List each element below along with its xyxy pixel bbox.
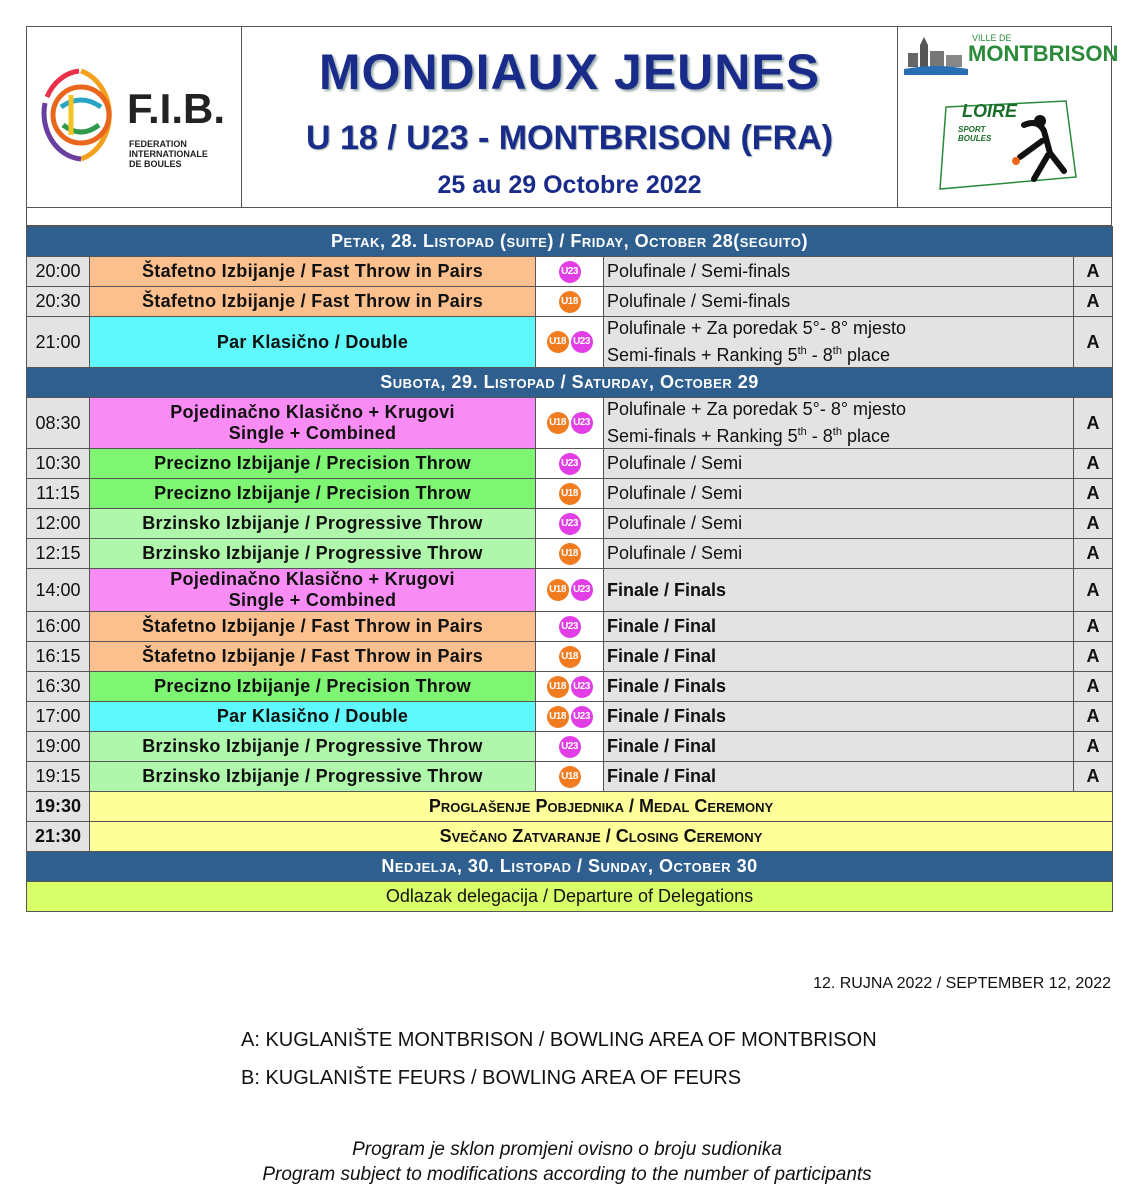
event-cell — [90, 398, 536, 449]
time-cell: 19:00 — [27, 732, 90, 762]
time-cell: 19:30 — [27, 792, 90, 822]
category-cell — [536, 732, 604, 762]
event-cell: Štafetno Izbijanje / Fast Throw in Pairs — [90, 612, 536, 642]
header-titles — [242, 27, 898, 207]
event-cell: Brzinsko Izbijanje / Progressive Throw — [90, 732, 536, 762]
time-cell: 10:30 — [27, 449, 90, 479]
category-cell — [536, 398, 604, 449]
phase-text: Semi-finals + Ranking 5 — [607, 345, 798, 365]
table-row — [27, 612, 1113, 642]
u18-badge-icon: U18 — [559, 646, 581, 668]
time-cell: 20:00 — [27, 257, 90, 287]
phase-cell: Finale / Finals — [604, 569, 1074, 612]
category-cell — [536, 569, 604, 612]
time-cell: 12:00 — [27, 509, 90, 539]
venue-cell: A — [1074, 612, 1113, 642]
time-cell: 20:30 — [27, 287, 90, 317]
ceremony-cell: Proglašenje Pobjednika / Medal Ceremony — [90, 792, 1113, 822]
table-row — [27, 509, 1113, 539]
time-cell: 16:00 — [27, 612, 90, 642]
phase-cell: Finale / Finals — [604, 702, 1074, 732]
venue-cell: A — [1074, 539, 1113, 569]
time-cell: 11:15 — [27, 479, 90, 509]
venue-cell: A — [1074, 449, 1113, 479]
ceremony-cell: Svečano Zatvaranje / Closing Ceremony — [90, 822, 1113, 852]
table-row — [27, 642, 1113, 672]
day-label: Petak, 28. Listopad (suite) / Friday, October 28(seguito) — [27, 227, 1113, 257]
category-cell — [536, 642, 604, 672]
schedule-table — [26, 226, 1113, 912]
departure-cell: Odlazak delegacija / Departure of Delegations — [27, 882, 1113, 912]
event-cell — [90, 569, 536, 612]
loire-line1: SPORT — [958, 125, 986, 134]
venue-cell: A — [1074, 287, 1113, 317]
day-label: Subota, 29. Listopad / Saturday, October 29 — [27, 368, 1113, 398]
phase-text: place — [841, 345, 891, 365]
event-line-en: Single + Combined — [228, 423, 397, 443]
u23-badge-icon: U23 — [559, 513, 581, 535]
update-date: 12. RUJNA 2022 / SEPTEMBER 12, 2022 — [813, 975, 1111, 992]
event-line-hr: Pojedinačno Klasično + Krugovi — [170, 402, 455, 422]
time-cell: 14:00 — [27, 569, 90, 612]
u18-badge-icon: U18 — [559, 766, 581, 788]
table-row — [27, 398, 1113, 449]
phase-cell: Polufinale / Semi — [604, 539, 1074, 569]
partner-logos — [898, 27, 1119, 207]
event-cell: Precizno Izbijanje / Precision Throw — [90, 449, 536, 479]
phase-cell: Polufinale / Semi — [604, 449, 1074, 479]
venue-cell: A — [1074, 398, 1113, 449]
category-cell — [536, 539, 604, 569]
day-header-friday — [27, 227, 1113, 257]
phase-cell: Polufinale / Semi — [604, 479, 1074, 509]
u18-badge-icon: U18 — [547, 412, 569, 434]
event-cell: Štafetno Izbijanje / Fast Throw in Pairs — [90, 642, 536, 672]
fib-line2: INTERNATIONALE — [129, 149, 208, 159]
u18-badge-icon: U18 — [547, 676, 569, 698]
phase-cell — [604, 398, 1074, 449]
u18-badge-icon: U18 — [559, 483, 581, 505]
time-cell: 16:30 — [27, 672, 90, 702]
category-cell — [536, 672, 604, 702]
fib-line3: DE BOULES — [129, 159, 182, 169]
venue-cell: A — [1074, 569, 1113, 612]
superscript: th — [797, 426, 807, 438]
time-cell: 21:30 — [27, 822, 90, 852]
venue-cell: A — [1074, 257, 1113, 287]
event-dates: 25 au 29 Octobre 2022 — [437, 171, 702, 199]
phase-line-en — [607, 421, 1073, 448]
category-cell — [536, 317, 604, 368]
time-cell: 21:00 — [27, 317, 90, 368]
montbrison-name: MONTBRISON — [968, 41, 1119, 66]
table-row — [27, 672, 1113, 702]
fib-abbr: F.I.B. — [127, 85, 226, 132]
superscript: th — [832, 426, 842, 438]
table-row — [27, 449, 1113, 479]
time-cell: 17:00 — [27, 702, 90, 732]
phase-cell: Polufinale / Semi — [604, 509, 1074, 539]
category-cell — [536, 762, 604, 792]
loire-title: LOIRE — [962, 101, 1018, 121]
category-cell — [536, 509, 604, 539]
event-cell: Precizno Izbijanje / Precision Throw — [90, 479, 536, 509]
table-row — [27, 762, 1113, 792]
loire-line2: BOULES — [958, 134, 992, 143]
loire-subtitle — [958, 125, 991, 143]
event-line-hr: Pojedinačno Klasično + Krugovi — [170, 569, 455, 589]
montbrison-small: VILLE DE — [972, 33, 1012, 43]
event-cell: Brzinsko Izbijanje / Progressive Throw — [90, 539, 536, 569]
category-cell — [536, 612, 604, 642]
table-row — [27, 257, 1113, 287]
ceremony-row — [27, 822, 1113, 852]
note-hr: Program je sklon promjeni ovisno o broju sudionika — [352, 1139, 782, 1160]
day-label: Nedjelja, 30. Listopad / Sunday, October 30 — [27, 852, 1113, 882]
day-header-sunday — [27, 852, 1113, 882]
table-row — [27, 287, 1113, 317]
u23-badge-icon: U23 — [559, 616, 581, 638]
venue-cell: A — [1074, 642, 1113, 672]
venue-cell: A — [1074, 509, 1113, 539]
phase-text: - 8 — [806, 426, 833, 446]
superscript: th — [797, 345, 807, 357]
event-cell: Par Klasično / Double — [90, 317, 536, 368]
phase-cell — [604, 317, 1074, 368]
header — [26, 26, 1119, 208]
u18-badge-icon: U18 — [547, 331, 569, 353]
table-row — [27, 702, 1113, 732]
category-cell — [536, 257, 604, 287]
time-cell: 16:15 — [27, 642, 90, 672]
u18-badge-icon: U18 — [547, 706, 569, 728]
phase-text: place — [841, 426, 891, 446]
venue-cell: A — [1074, 672, 1113, 702]
u23-badge-icon: U23 — [571, 331, 593, 353]
event-cell: Brzinsko Izbijanje / Progressive Throw — [90, 762, 536, 792]
phase-cell: Finale / Final — [604, 732, 1074, 762]
phase-line-hr: Polufinale + Za poredak 5°- 8° mjesto — [607, 399, 907, 419]
event-line-en: Single + Combined — [228, 590, 397, 610]
u23-badge-icon: U23 — [559, 736, 581, 758]
venue-cell: A — [1074, 702, 1113, 732]
u23-badge-icon: U23 — [571, 579, 593, 601]
phase-cell: Polufinale / Semi-finals — [604, 257, 1074, 287]
venue-cell: A — [1074, 317, 1113, 368]
phase-text: - 8 — [806, 345, 833, 365]
event-cell: Štafetno Izbijanje / Fast Throw in Pairs — [90, 257, 536, 287]
u23-badge-icon: U23 — [571, 706, 593, 728]
table-row — [27, 479, 1113, 509]
montbrison-skyline-icon — [904, 35, 968, 75]
u18-badge-icon: U18 — [547, 579, 569, 601]
venue-b-legend: B: KUGLANIŠTE FEURS / BOWLING AREA OF FEURS — [241, 1067, 742, 1089]
u18-badge-icon: U18 — [559, 543, 581, 565]
u23-badge-icon: U23 — [571, 676, 593, 698]
u23-badge-icon: U23 — [559, 453, 581, 475]
phase-cell: Finale / Final — [604, 762, 1074, 792]
event-cell: Precizno Izbijanje / Precision Throw — [90, 672, 536, 702]
time-cell: 08:30 — [27, 398, 90, 449]
table-row — [27, 317, 1113, 368]
superscript: th — [832, 345, 842, 357]
time-cell: 19:15 — [27, 762, 90, 792]
fib-line1: FEDERATION — [129, 139, 187, 149]
departure-row — [27, 882, 1113, 912]
category-cell — [536, 449, 604, 479]
venue-cell: A — [1074, 732, 1113, 762]
fib-emblem-icon — [39, 63, 123, 167]
phase-line-hr: Polufinale + Za poredak 5°- 8° mjesto — [607, 318, 907, 338]
event-cell: Brzinsko Izbijanje / Progressive Throw — [90, 509, 536, 539]
phase-cell: Finale / Final — [604, 642, 1074, 672]
venue-cell: A — [1074, 479, 1113, 509]
header-spacer — [26, 208, 1112, 226]
page-title: MONDIAUX JEUNES — [318, 44, 821, 100]
table-row — [27, 569, 1113, 612]
venue-cell: A — [1074, 762, 1113, 792]
phase-cell: Polufinale / Semi-finals — [604, 287, 1074, 317]
table-row — [27, 732, 1113, 762]
table-row — [27, 539, 1113, 569]
event-cell: Par Klasično / Double — [90, 702, 536, 732]
time-cell: 12:15 — [27, 539, 90, 569]
fib-fullname — [129, 139, 208, 169]
venue-a-legend: A: KUGLANIŠTE MONTBRISON / BOWLING AREA OF MONTBRISON — [241, 1029, 877, 1051]
ceremony-row — [27, 792, 1113, 822]
u18-badge-icon: U18 — [559, 291, 581, 313]
note-en: Program subject to modifications according to the number of participants — [262, 1164, 872, 1185]
phase-cell: Finale / Final — [604, 612, 1074, 642]
event-cell: Štafetno Izbijanje / Fast Throw in Pairs — [90, 287, 536, 317]
u23-badge-icon: U23 — [571, 412, 593, 434]
category-cell — [536, 287, 604, 317]
category-cell — [536, 702, 604, 732]
phase-text: Semi-finals + Ranking 5 — [607, 426, 798, 446]
u23-badge-icon: U23 — [559, 261, 581, 283]
page-subtitle: U 18 / U23 - MONTBRISON (FRA) — [305, 119, 834, 157]
fib-logo — [27, 27, 242, 207]
day-header-saturday — [27, 368, 1113, 398]
phase-line-en — [607, 340, 1073, 367]
phase-cell: Finale / Finals — [604, 672, 1074, 702]
category-cell — [536, 479, 604, 509]
